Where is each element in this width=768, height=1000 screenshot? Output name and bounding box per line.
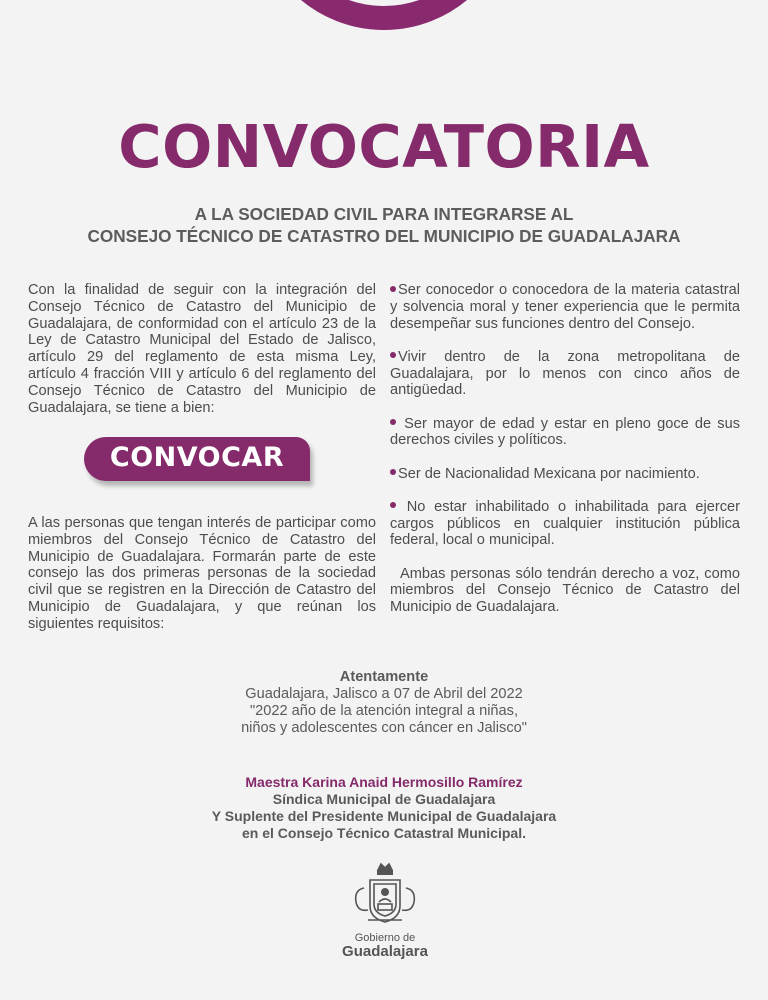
logo-text-line-1: Gobierno de — [354, 932, 416, 944]
bullet-icon — [390, 286, 396, 292]
requirement-item: No estar inhabilitado o inhabilitada para ejercer cargos públicos en cualquier institución pública federal, local o municipal. — [390, 498, 740, 549]
coat-of-arms-icon — [348, 858, 422, 930]
bullet-icon — [390, 469, 396, 475]
signatory-name: Maestra Karina Anaid Hermosillo Ramírez — [245, 774, 523, 790]
decorative-circle — [254, 0, 514, 30]
bullet-icon — [390, 352, 396, 358]
bullet-icon — [390, 419, 396, 425]
signatory-role-1: Síndica Municipal de Guadalajara — [272, 791, 496, 807]
requirements-note: Ambas personas sólo tendrán derecho a voz, como miembros del Consejo Técnico de Catastro del Municipio de Guadalajara. — [390, 565, 740, 616]
requirement-item: Ser conocedor o conocedora de la materia catastral y solvencia moral y tener experiencia que le permita desempeñar sus funciones dentro del Consejo. — [390, 282, 740, 332]
convocar-banner — [84, 437, 310, 481]
bullet-icon — [390, 502, 396, 508]
closing-place-date: Guadalajara, Jalisco a 07 de Abril del 2022 — [245, 686, 523, 702]
subtitle-line-1: A LA SOCIEDAD CIVIL PARA INTEGRARSE AL — [194, 204, 574, 224]
requirement-item: Ser mayor de edad y estar en pleno goce de sus derechos civiles y políticos. — [390, 415, 740, 449]
page-subtitle — [0, 203, 768, 247]
closing-motto-line-2: niños y adolescentes con cáncer en Jalisco" — [241, 720, 527, 736]
intro-paragraph: Con la finalidad de seguir con la integración del Consejo Técnico de Catastro del Municipio de Guadalajara, de conformidad con el artículo 23 de la Ley de Catastro Municipal del Estado de Jalisco, artículo 29 del reglamento de esta misma Ley, artículo 4 fracción VIII y artículo 6 del reglamento del Consejo Técnico de Catastro del Municipio de Guadalajara, se tiene a bien: — [28, 282, 376, 416]
signature-block — [0, 774, 768, 842]
subtitle-line-2: CONSEJO TÉCNICO DE CATASTRO DEL MUNICIPIO DE GUADALAJARA — [87, 226, 681, 246]
closing-greeting: Atentamente — [339, 669, 429, 685]
signatory-role-2: Y Suplente del Presidente Municipal de Guadalajara — [211, 808, 557, 824]
page-title: CONVOCATORIA — [118, 112, 650, 181]
call-paragraph: A las personas que tengan interés de participar como miembros del Consejo Técnico de Catastro del Municipio de Guadalajara. Formarán parte de este consejo las dos primeras personas de la sociedad civil que se registren en la Dirección de Catastro del Municipio de Guadalajara, y que reúnan los siguientes requisitos: — [28, 515, 376, 632]
guadalajara-logo — [340, 858, 430, 968]
logo-text-line-2: Guadalajara — [342, 943, 428, 960]
requirements-list — [390, 282, 740, 632]
requirement-item: Ser de Nacionalidad Mexicana por nacimiento. — [390, 466, 740, 483]
signatory-role-3: en el Consejo Técnico Catastral Municipal. — [242, 825, 526, 841]
closing-motto-line-1: "2022 año de la atención integral a niñas, — [249, 703, 519, 719]
closing-block — [0, 669, 768, 737]
requirement-item: Vivir dentro de la zona metropolitana de Guadalajara, por lo menos con cinco años de antigüedad. — [390, 348, 740, 399]
banner-label: CONVOCAR — [109, 442, 285, 473]
